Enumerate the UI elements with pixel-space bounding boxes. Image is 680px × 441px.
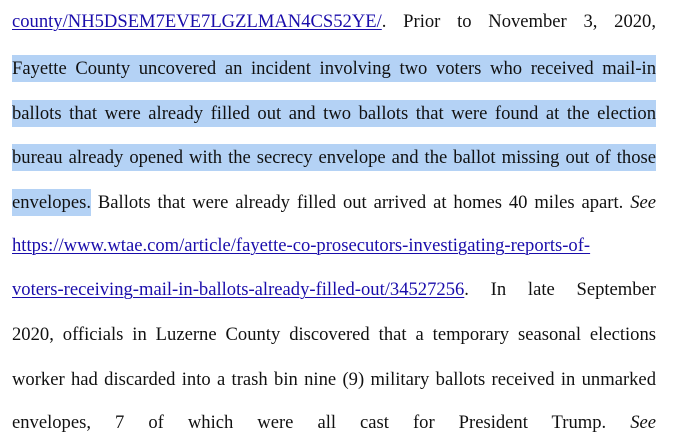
- source-link-county[interactable]: county/NH5DSEM7EVE7LGZLMAN4CS52YE/: [12, 11, 382, 32]
- text-line-8: [12, 321, 656, 349]
- line-7-text: . In late September: [464, 279, 656, 300]
- highlighted-text-1[interactable]: Fayette County uncovered an incident involving two voters who received mail-in: [12, 55, 656, 82]
- see-citation-signal-2: See: [630, 412, 656, 433]
- text-line-6: [12, 232, 656, 260]
- line-1-text: . Prior to November 3, 2020,: [381, 11, 656, 32]
- line-9-text: worker had discarded into a trash bin nine (9) military ballots received in unmarked: [12, 369, 656, 390]
- text-line-1: [12, 8, 656, 36]
- text-line-10: [12, 409, 656, 437]
- see-citation-signal: See: [630, 192, 656, 213]
- text-line-5: [12, 189, 656, 217]
- text-line-7: [12, 276, 656, 304]
- source-link-wtae-part-1[interactable]: https://www.wtae.com/article/fayette-co-prosecutors-investigating-reports-of-: [12, 235, 591, 256]
- highlighted-text-3[interactable]: bureau already opened with the secrecy envelope and the ballot missing out of those: [12, 144, 656, 171]
- source-link-wtae-part-2[interactable]: voters-receiving-mail-in-ballots-already-filled-out/34527256: [12, 279, 465, 300]
- text-line-3: [12, 100, 656, 128]
- highlighted-text-2[interactable]: ballots that were already filled out and two ballots that were found at the election: [12, 100, 656, 127]
- text-line-4: [12, 144, 656, 172]
- line-5-text: Ballots that were already filled out arrived at homes 40 miles apart.: [91, 192, 631, 213]
- highlighted-text-4[interactable]: envelopes.: [12, 189, 91, 216]
- text-line-2: [12, 55, 656, 83]
- line-10-text: envelopes, 7 of which were all cast for President Trump.: [12, 412, 631, 433]
- line-8-text: 2020, officials in Luzerne County discovered that a temporary seasonal elections: [12, 324, 656, 345]
- text-line-9: [12, 366, 656, 394]
